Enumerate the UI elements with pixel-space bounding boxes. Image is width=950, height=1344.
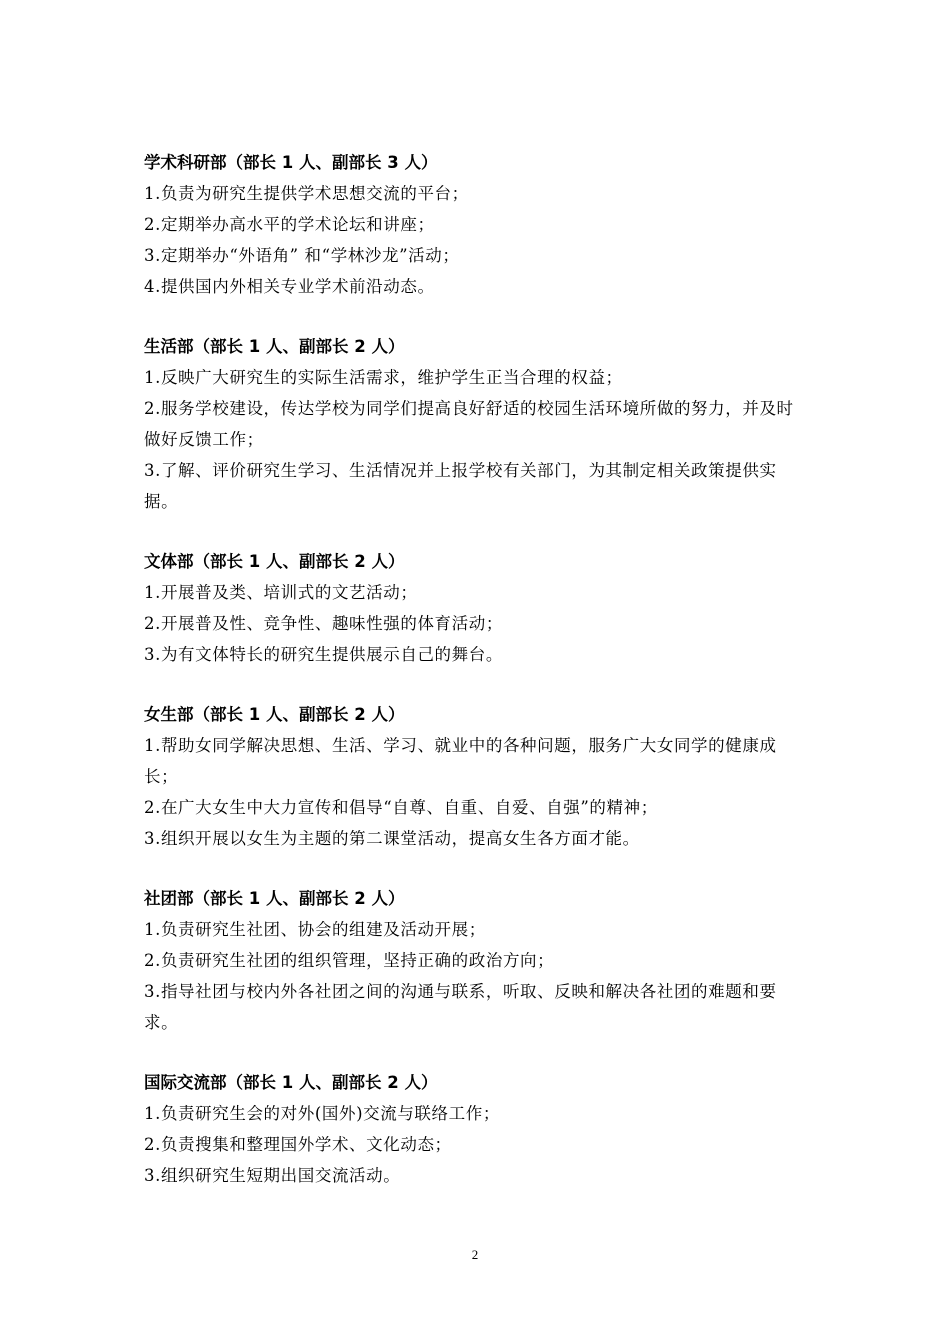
section-heading: 文体部（部长 1 人、副部长 2 人） <box>144 552 405 571</box>
page-number: 2 <box>471 1247 479 1262</box>
list-item: 3.为有文体特长的研究生提供展示自己的舞台。 <box>144 645 503 664</box>
list-item: 1.帮助女同学解决思想、生活、学习、就业中的各种问题，服务广大女同学的健康成长； <box>144 736 777 786</box>
document-body <box>144 147 810 1220</box>
list-item: 3.指导社团与校内外各社团之间的沟通与联系，听取、反映和解决各社团的难题和要求。 <box>144 982 777 1032</box>
list-item: 3.组织开展以女生为主题的第二课堂活动，提高女生各方面才能。 <box>144 829 640 848</box>
list-item: 2.定期举办高水平的学术论坛和讲座； <box>144 215 435 234</box>
list-item: 2.负责搜集和整理国外学术、文化动态； <box>144 1135 452 1154</box>
list-item: 1.开展普及类、培训式的文艺活动； <box>144 583 418 602</box>
list-item: 3.组织研究生短期出国交流活动。 <box>144 1166 401 1185</box>
section-life <box>144 331 810 517</box>
section-heading: 国际交流部（部长 1 人、副部长 2 人） <box>144 1073 438 1092</box>
section-international <box>144 1067 810 1191</box>
section-heading: 生活部（部长 1 人、副部长 2 人） <box>144 337 405 356</box>
list-item: 3.了解、评价研究生学习、生活情况并上报学校有关部门，为其制定相关政策提供实据。 <box>144 461 777 511</box>
list-item: 2.开展普及性、竞争性、趣味性强的体育活动； <box>144 614 503 633</box>
list-item: 2.服务学校建设，传达学校为同学们提高良好舒适的校园生活环境所做的努力，并及时做好反馈工作； <box>144 399 794 449</box>
list-item: 3.定期举办“外语角” 和“学林沙龙”活动； <box>144 246 460 265</box>
section-arts-sports <box>144 546 810 670</box>
list-item: 2.负责研究生社团的组织管理，坚持正确的政治方向； <box>144 951 555 970</box>
list-item: 1.负责为研究生提供学术思想交流的平台； <box>144 184 469 203</box>
list-item: 1.负责研究生社团、协会的组建及活动开展； <box>144 920 486 939</box>
section-clubs <box>144 883 810 1038</box>
section-female-students <box>144 699 810 854</box>
list-item: 1.反映广大研究生的实际生活需求，维护学生正当合理的权益； <box>144 368 623 387</box>
section-heading: 女生部（部长 1 人、副部长 2 人） <box>144 705 405 724</box>
section-heading: 学术科研部（部长 1 人、副部长 3 人） <box>144 153 438 172</box>
section-heading: 社团部（部长 1 人、副部长 2 人） <box>144 889 405 908</box>
section-academic <box>144 147 810 302</box>
list-item: 1.负责研究生会的对外(国外)交流与联络工作； <box>144 1104 500 1123</box>
list-item: 2.在广大女生中大力宣传和倡导“自尊、自重、自爱、自强”的精神； <box>144 798 658 817</box>
list-item: 4.提供国内外相关专业学术前沿动态。 <box>144 277 435 296</box>
